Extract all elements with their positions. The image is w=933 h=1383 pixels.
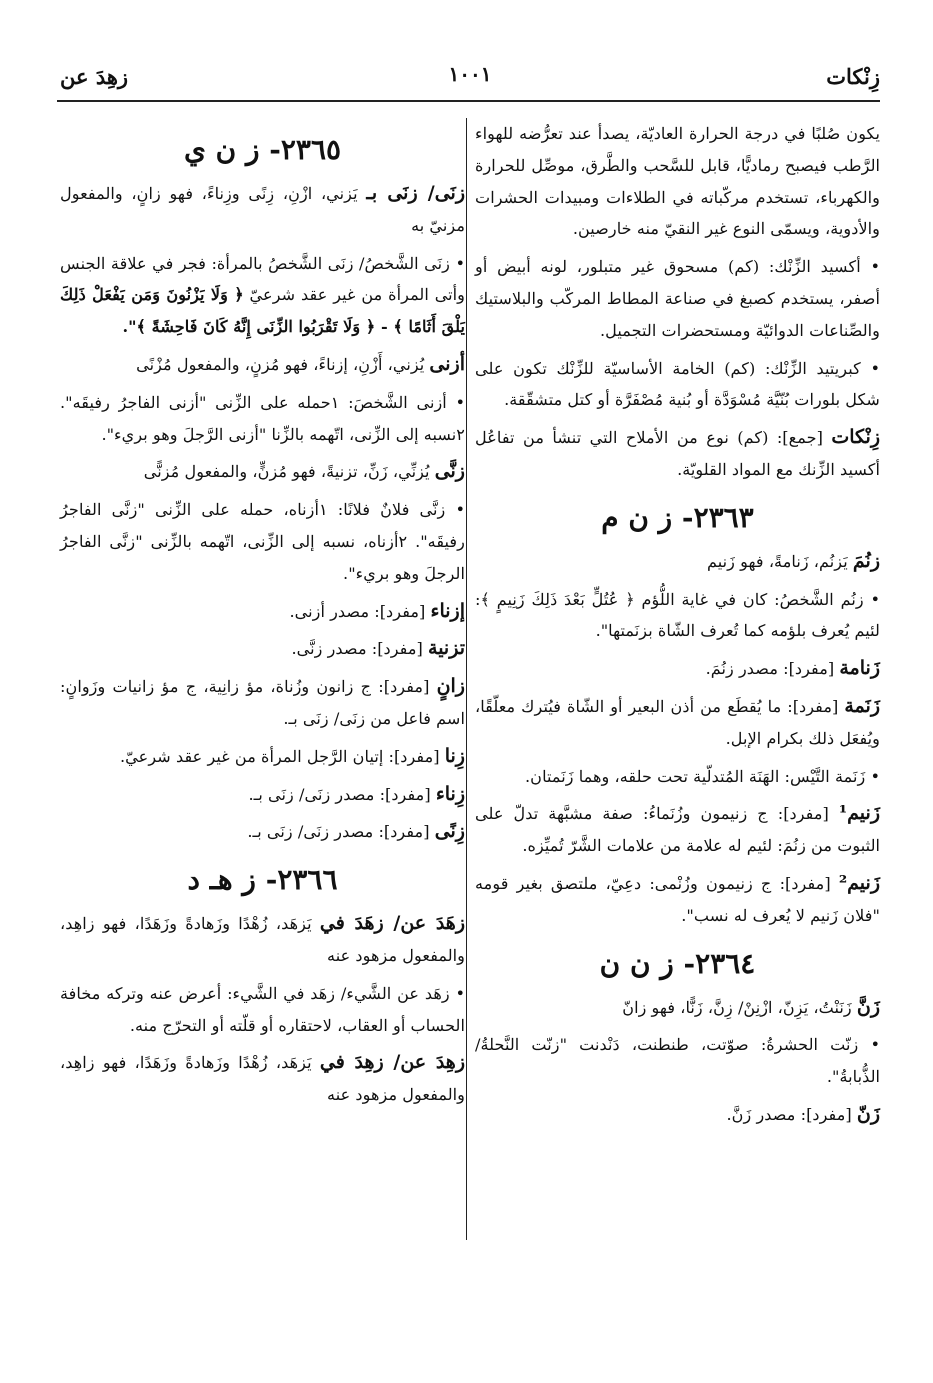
- definition: [مفرد]: مصدر أزنى.: [289, 601, 431, 621]
- headword: زِنْكات: [831, 426, 880, 449]
- definition: [مفرد]: مصدر زنُمَ.: [705, 659, 840, 679]
- entry: [475, 691, 880, 755]
- definition: [مفرد]: ج زانون وزُناة، مؤ زانِية، ج مؤ زانيات وزَوانٍ: اسم فاعل من زنَى/ زنَى بـ.: [60, 677, 465, 728]
- entry-text: يكون صُلبًا في درجة الحرارة العاديّة، يصدأ عند تعرُّضه للهواء الرَّطب فيصبح رماديًّا، قابل للسَّحب والطَّرق، موصِّل للحرارة والكهرباء، تستخدم مركّباته في الطلاءات ومبيدات الحشرات والأدوية، ويسمّى النوع غير النقيّ منه خارصين.: [475, 124, 880, 239]
- header-rule: [57, 100, 880, 102]
- entry-text: • زَنَمة التَّيْس: الهَنَة المُتدلّية تحت حلقه، وهما زَنَمتان.: [525, 766, 880, 786]
- definition: [مفرد]: مصدر زنَّى.: [291, 639, 429, 659]
- headword: زَنيم¹: [838, 802, 880, 825]
- definition: [مفرد]: ج زنيمون وزُنَماءُ: صفة مشبَّهة تدلّ على الثبوت من زنُمَ: لئيم له علامة من علامات الشَّرّ تُميِّزه.: [475, 804, 880, 856]
- entry: [60, 178, 465, 242]
- entry: [475, 653, 880, 685]
- definition: يَزهَد، زُهْدًا وزَهادةً وزَهَدًا، فهو زاهِد، والمفعول مزهود عنه: [60, 1053, 465, 1105]
- right-column: [475, 118, 880, 1137]
- entry: [60, 816, 465, 848]
- headword: زنَى/ زنَى بـ: [366, 182, 466, 204]
- entry: [60, 908, 465, 972]
- quran-quote: ﴿ وَلَا يَزْنُونَ وَمَن يَفْعَلْ ذَلِكَ يَلْقَ أَثَامًا ﴾ - ﴿ وَلَا تَقْرَبُوا الزِّنَى إِنَّهُ كَانَ فَاحِشَةً ﴾".: [60, 285, 465, 337]
- entry: [475, 868, 880, 932]
- column-divider: [466, 118, 467, 1240]
- definition: • زنَى الشَّخصُ/ زنَى الشَّخصُ بالمرأة: فجر في علاقة الجنس وأتى المرأة من غير عقد شرعيّ: [60, 253, 466, 305]
- headword: زنَّى: [434, 460, 465, 483]
- headword: زَنامة: [839, 657, 880, 680]
- definition: [مفرد]: ما يُقطَع من أذن البعير أو الشّاة فيُترك معلّقًا، ويُفعَل ذلك بكرام الإبل.: [475, 696, 880, 748]
- entry: [475, 798, 880, 862]
- definition: [مفرد]: مصدر زَنَّ.: [726, 1104, 857, 1124]
- definition: يُزنِّي، زَنِّ، تزنيةً، فهو مُزنٍّ، والمفعول مُزنًّى: [143, 462, 435, 482]
- entry: [60, 248, 465, 343]
- definition: [جمع]: (كم) نوع من الأملاح التي تنشأ من تفاعُل أكسيد الزِّنك مع المواد القلويّة.: [475, 428, 880, 479]
- root-heading: ٢٣٦٦- ز هـ د: [187, 863, 338, 897]
- entry: [475, 422, 880, 486]
- headword: زَنَّ: [856, 995, 880, 1018]
- entry: [60, 349, 465, 381]
- root-heading: ٢٣٦٥- ز ن ي: [183, 133, 342, 166]
- headword: زهَدَ عن/ زهَدَ في: [319, 912, 466, 935]
- definition: يَزني، ازْنِ، زِنًى وزِناءً، فهو زانٍ، والمفعول مزنيّ به: [60, 184, 465, 235]
- entry: [60, 633, 465, 665]
- entry: [60, 671, 465, 735]
- headword: زِنا: [444, 744, 465, 767]
- left-column: [60, 118, 465, 1117]
- headword: إزناء: [430, 599, 465, 622]
- headword: زهِدَ عن/ زهِدَ في: [319, 1051, 466, 1074]
- entry: [60, 456, 465, 488]
- entry-text: • زهَد عن الشَّيء/ زهَد في الشَّيء: أعرض عنه وتركه مخافة الحساب أو العقاب، لاحتقاره أو قلّته أو التحرّج منه.: [60, 983, 465, 1035]
- definition: يَزنُم، زَنامةً، فهو زَنيم: [706, 551, 853, 571]
- entry-text: • زنَّى فلانٌ فلانًا: ١أزناه، حمله على الزِّنى "زنَّى الفاجرُ رفيقَه". ٢أزناه، نسبه إلى الزِّنى، اتّهمه بالزِّنى "زنَّى الفاجرُ الرجلَ وهو بريء".: [60, 500, 465, 583]
- headword: زنُمَ: [852, 549, 880, 572]
- definition: [مفرد]: مصدر زنَى/ زنَى بـ.: [247, 822, 435, 842]
- headword: زَنيم²: [838, 871, 880, 894]
- entry: [60, 741, 465, 773]
- definition: [مفرد]: إتيان الرَّجل المرأة من غير عقد شرعيّ.: [120, 746, 445, 766]
- entry-text: • أزنى الشَّخصَ: ١حمله على الزِّنى "أزنى الفاجرُ رفيقَه". ٢نسبه إلى الزِّنى، اتّهمه بالزِّنا "أزنى الرَّجلَ وهو بريء".: [60, 392, 465, 444]
- entry-text: • أكسيد الزِّنْك: (كم) مسحوق غير متبلور، لونه أبيض أو أصفر، يستخدم كصبغ في صناعة المطاط المركّب والبلاستيك والصِّناعات الدوائيّة ومستحضرات التجميل.: [475, 257, 880, 340]
- headword: زَنّ: [856, 1102, 880, 1125]
- headword: زانٍ: [436, 675, 465, 698]
- root-heading: ٢٣٦٤- ز ن ن: [599, 946, 756, 980]
- headword: تزنية: [428, 637, 465, 660]
- headword: زِنًى: [434, 820, 465, 843]
- entry: [475, 992, 880, 1024]
- entry: [60, 779, 465, 811]
- headword: زَنَمة: [844, 694, 880, 717]
- root-heading: ٢٣٦٣- ز ن م: [601, 500, 754, 534]
- entry: [475, 546, 880, 578]
- definition: يُزني، أَزْنِ، إزناءً، فهو مُزنٍ، والمفعول مُزْنًى: [136, 354, 430, 374]
- entry-text: • كبريتيد الزِّنْك: (كم) الخامة الأساسيّة للزِّنْك تكون على شكل بلورات بُنّيَّة مُسْوَدَّة أو بُنية مُصْفَرَّة أو كتل متشقّقة.: [475, 358, 880, 410]
- running-head-last-word: زهِدَ عن: [60, 64, 129, 89]
- definition: يَزهَد، زُهْدًا وزَهادةً وزَهَدًا، فهو زاهِد، والمفعول مزهود عنه: [60, 914, 465, 965]
- entry: [60, 1047, 465, 1111]
- definition: زَنَنْتُ، يَزِنّ، ازْنِنْ/ زِنَّ، زَنًّا، فهو زانّ: [622, 997, 857, 1017]
- entry-text: • زنُم الشَّخصُ: كان في غاية اللُّؤم ﴿ عُتُلٍّ بَعْدَ ذَلِكَ زَنِيمٍ ﴾: لئيم يُعرف بلؤمه كما تُعرف الشّاة بزنَمتها".: [475, 589, 880, 641]
- page-number: ١٠٠١: [448, 62, 492, 86]
- entry: [60, 596, 465, 628]
- headword: زِناء: [435, 782, 465, 805]
- running-head-first-word: زِنْكات: [826, 64, 880, 89]
- entry-text: • زنّت الحشرةُ: صوّتت، طنطنت، دَنْدنت "زنّت النَّحلةُ/ الذُّبابةُ".: [475, 1035, 880, 1087]
- headword: أزنى: [429, 352, 465, 375]
- definition: [مفرد]: ج زنيمون وزُنْمى: دعِيّ، ملتصق بغير قومه "فلان زَنيم لا يُعرف له نسب".: [475, 873, 880, 925]
- page-header: [60, 58, 880, 98]
- entry: [475, 1099, 880, 1131]
- definition: [مفرد]: مصدر زنَى/ زنَى بـ.: [248, 784, 436, 804]
